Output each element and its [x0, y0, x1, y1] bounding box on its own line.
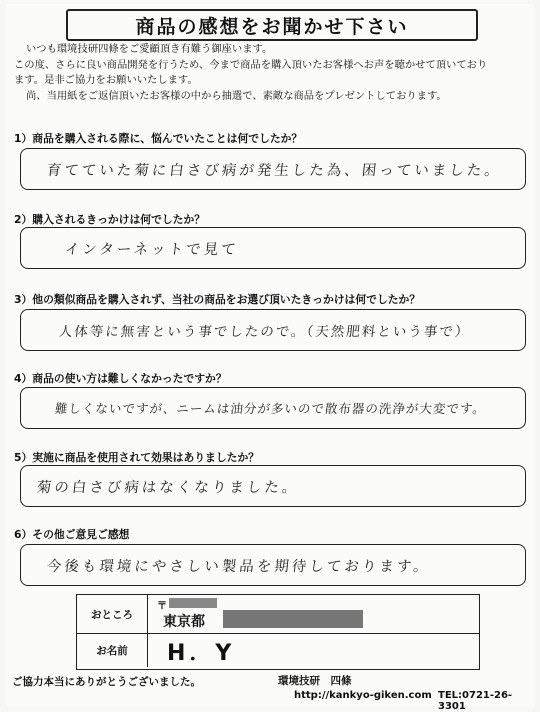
answer-box-3	[20, 309, 526, 351]
footer-company: 環境技研 四條	[278, 675, 352, 687]
name-label: お名前	[77, 633, 148, 667]
address-value: 東京都	[163, 614, 205, 630]
answer-box-2	[20, 227, 526, 269]
question-1: 1）商品を購入される際に、悩んでいたことは何でしたか？	[14, 132, 303, 145]
footer-tel: TEL:0721-26-3301	[438, 690, 513, 712]
customer-info-table	[76, 594, 480, 670]
answer-3: 人体等に無害という事でしたので。（天然肥料という事で）	[57, 324, 472, 340]
question-4: 4）商品の使い方は難しくなかったですか？	[14, 372, 227, 385]
intro-line: ます。是非ご協力をお願いいたします。	[14, 74, 198, 86]
intro-line: この度、さらに良い商品開発を行うため、今まで商品を購入頂いたお客様へお声を聴かせて頂いており	[14, 58, 488, 71]
question-2: 2）購入されるきっかけは何でしたか？	[14, 213, 206, 226]
redacted-postal-code	[169, 598, 217, 608]
footer-thanks: ご協力本当にありがとうございました。	[12, 676, 201, 688]
intro-line: 尚、当用紙をご返信頂いたお客様の中から抽選で、素敵な商品をプレゼントしております。	[26, 89, 447, 102]
answer-box-4	[20, 387, 526, 429]
page-title: 商品の感想をお聞かせ下さい	[66, 9, 478, 41]
address-label: おところ	[77, 595, 148, 633]
answer-4: 難しくないですが、ニームは油分が多いので散布器の洗浄が大変です。	[54, 401, 487, 416]
answer-1: 育てていた菊に白さび病が発生した為、困っていました。	[46, 162, 503, 179]
footer-url: http://kankyo-giken.com	[294, 690, 432, 701]
customer-name: H．Y	[167, 641, 236, 666]
intro-text	[14, 42, 526, 104]
answer-box-5	[20, 465, 526, 507]
question-3: 3）他の類似商品を購入されず、当社の商品をお選び頂いたきっかけは何でしたか？	[14, 293, 421, 306]
postal-mark: 〒	[157, 601, 167, 612]
redacted-address	[223, 610, 363, 628]
answer-box-6	[20, 544, 526, 586]
survey-form	[6, 4, 534, 712]
question-6: 6）その他ご意見ご感想	[14, 528, 130, 541]
answer-6: 今後も環境にやさしい製品を期待しております。	[46, 558, 432, 575]
answer-2: インターネットで見て	[64, 241, 240, 258]
intro-line: いつも環境技研四條をご愛顧頂き有難う御座います。	[26, 43, 273, 55]
answer-5: 菊の白さび病はなくなりました。	[36, 479, 301, 496]
answer-box-1	[20, 148, 526, 190]
question-5: 5）実施に商品を使用されて効果はありましたか？	[14, 451, 260, 464]
